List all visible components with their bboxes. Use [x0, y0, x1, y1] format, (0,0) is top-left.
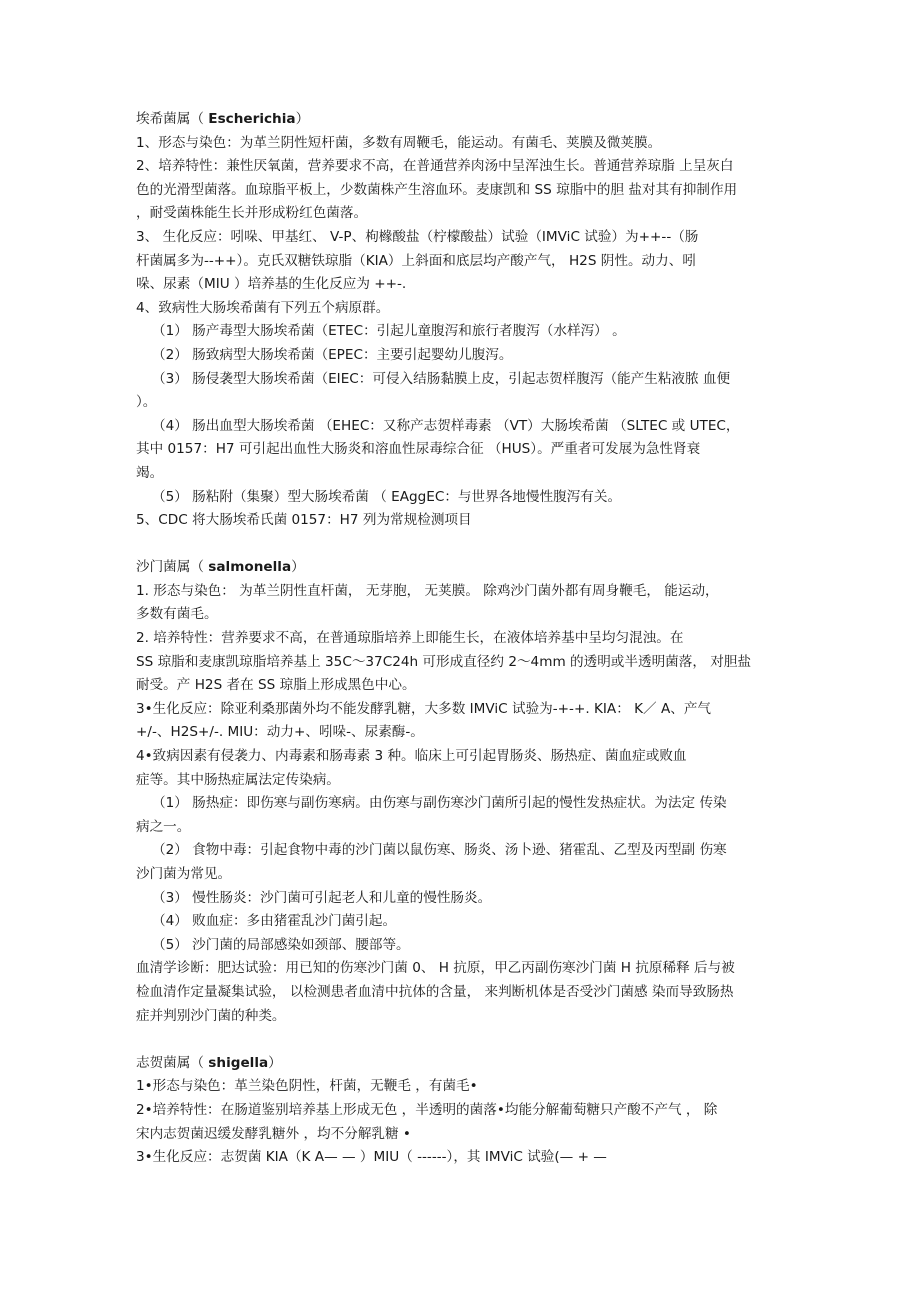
text-line: 5、CDC 将大肠埃希氏菌 0157：H7 列为常规检测项目 — [136, 512, 472, 529]
text-line: 4、致病性大肠埃希菌有下列五个病原群。 — [136, 299, 390, 316]
text-line: 检血清作定量凝集试验， 以检测患者血清中抗体的含量， 来判断机体是否受沙门菌感 染而导致肠热 — [136, 983, 734, 1000]
text-line: 色的光滑型菌落。血琼脂平板上，少数菌株产生溶血环。麦康凯和 SS 琼脂中的胆 盐对其有抑制作用 — [136, 181, 738, 198]
text-line: 3、 生化反应：吲哚、甲基红、 V-P、枸橼酸盐（柠檬酸盐）试验（IMViC 试验）为++--（肠 — [136, 228, 699, 245]
heading-shigella: 志贺菌属（ shigella） — [136, 1054, 282, 1071]
text-line: ）。 — [136, 394, 157, 411]
text-line: 竭。 — [136, 464, 164, 481]
text-line: 其中 0157：H7 可引起出血性大肠炎和溶血性尿毒综合征 （HUS）。严重者可发展为急性肾衰 — [136, 441, 701, 458]
text-line: 3•生化反应：志贺菌 KIA（K A— — ）MIU（ ------），其 IMViC 试验(— + — — [136, 1149, 607, 1166]
text-line: 3•生化反应：除亚利桑那菌外均不能发酵乳糖，大多数 IMViC 试验为-+-+. KIA： K／ A、产气 — [136, 700, 712, 717]
document-page — [136, 108, 786, 1170]
text-line: 症并判别沙门菌的种类。 — [136, 1007, 286, 1024]
text-line: 沙门菌为常见。 — [136, 866, 232, 882]
text-line: 1. 形态与染色： 为革兰阴性直杆菌， 无芽胞， 无荚膜。 除鸡沙门菌外都有周身鞭毛， 能运动， — [136, 582, 719, 599]
list-item: （4） 败血症：多由猪霍乱沙门菌引起。 — [152, 913, 397, 930]
text-line: 宋内志贺菌迟缓发酵乳糖外 ，均不分解乳糖 • — [136, 1125, 411, 1142]
text-line: +/-、H2S+/-. MIU：动力+、吲哚-、尿素酶-。 — [136, 724, 424, 741]
text-line: 耐受。产 H2S 者在 SS 琼脂上形成黑色中心。 — [136, 677, 416, 694]
text-line: 1、形态与染色：为革兰阴性短杆菌，多数有周鞭毛，能运动。有菌毛、荚膜及微荚膜。 — [136, 134, 662, 151]
text-line: 血清学诊断：肥达试验：用已知的伤寒沙门菌 0、 H 抗原，甲乙丙副伤寒沙门菌 H 抗原稀释 后与被 — [136, 960, 735, 977]
list-item: （1） 肠产毒型大肠埃希菌（ETEC：引起儿童腹泻和旅行者腹泻（水样泻） 。 — [152, 323, 626, 340]
text-line: 病之一。 — [136, 818, 191, 835]
text-line: 1•形态与染色：革兰染色阴性，杆菌，无鞭毛 ，有菌毛• — [136, 1078, 478, 1095]
list-item: （3） 慢性肠炎：沙门菌可引起老人和儿童的慢性肠炎。 — [152, 889, 492, 906]
text-line: 2、培养特性：兼性厌氧菌，营养要求不高，在普通营养肉汤中呈浑浊生长。普通营养琼脂 上呈灰白 — [136, 158, 734, 175]
list-item: （2） 肠致病型大肠埃希菌（EPEC：主要引起婴幼儿腹泻。 — [152, 346, 513, 363]
text-line: 2. 培养特性：营养要求不高，在普通琼脂培养上即能生长，在液体培养基中呈均匀混浊。在 — [136, 630, 684, 647]
heading-salmonella: 沙门菌属（ salmonella） — [136, 559, 305, 576]
text-line: SS 琼脂和麦康凯琼脂培养基上 35C〜37C24h 可形成直径约 2〜4mm 的透明或半透明菌落， 对胆盐 — [136, 653, 752, 670]
text-line: 多数有菌毛。 — [136, 606, 218, 623]
list-item: （5） 沙门菌的局部感染如颈部、腰部等。 — [152, 936, 410, 953]
text-line: 4•致病因素有侵袭力、内毒素和肠毒素 3 种。临床上可引起胃肠炎、肠热症、菌血症或败血 — [136, 748, 687, 765]
text-line: ，耐受菌株能生长并形成粉红色菌落。 — [136, 205, 368, 222]
list-item: （1） 肠热症：即伤寒与副伤寒病。由伤寒与副伤寒沙门菌所引起的慢性发热症状。为法定 传染 — [152, 795, 727, 812]
text-line: 症等。其中肠热症属法定传染病。 — [136, 771, 340, 788]
list-item: （4） 肠出血型大肠埃希菌 （EHEC：又称产志贺样毒素 （VT）大肠埃希菌 （SLTEC 或 UTEC， — [152, 417, 740, 434]
section-gap — [136, 1028, 786, 1052]
section-gap — [136, 533, 786, 557]
text-line: 哚、尿素（MIU ）培养基的生化反应为 ++-. — [136, 276, 407, 293]
list-item: （5） 肠粘附（集聚）型大肠埃希菌 （ EAggEC：与世界各地慢性腹泻有关。 — [152, 488, 622, 505]
list-item: （2） 食物中毒：引起食物中毒的沙门菌以鼠伤寒、肠炎、汤卜逊、猪霍乱、乙型及丙型副 伤寒 — [152, 842, 727, 859]
heading-escherichia: 埃希菌属（ Escherichia） — [136, 111, 310, 127]
text-line: 2•培养特性：在肠道鉴别培养基上形成无色 ，半透明的菌落•均能分解葡萄糖只产酸不产气 ， 除 — [136, 1101, 718, 1118]
list-item: （3） 肠侵袭型大肠埃希菌（EIEC：可侵入结肠黏膜上皮，引起志贺样腹泻（能产生粘液脓 血便 — [152, 370, 731, 387]
text-line: 杆菌属多为--++）。克氏双糖铁琼脂（KIA）上斜面和底层均产酸产气， H2S 阴性。动力、吲 — [136, 252, 696, 269]
